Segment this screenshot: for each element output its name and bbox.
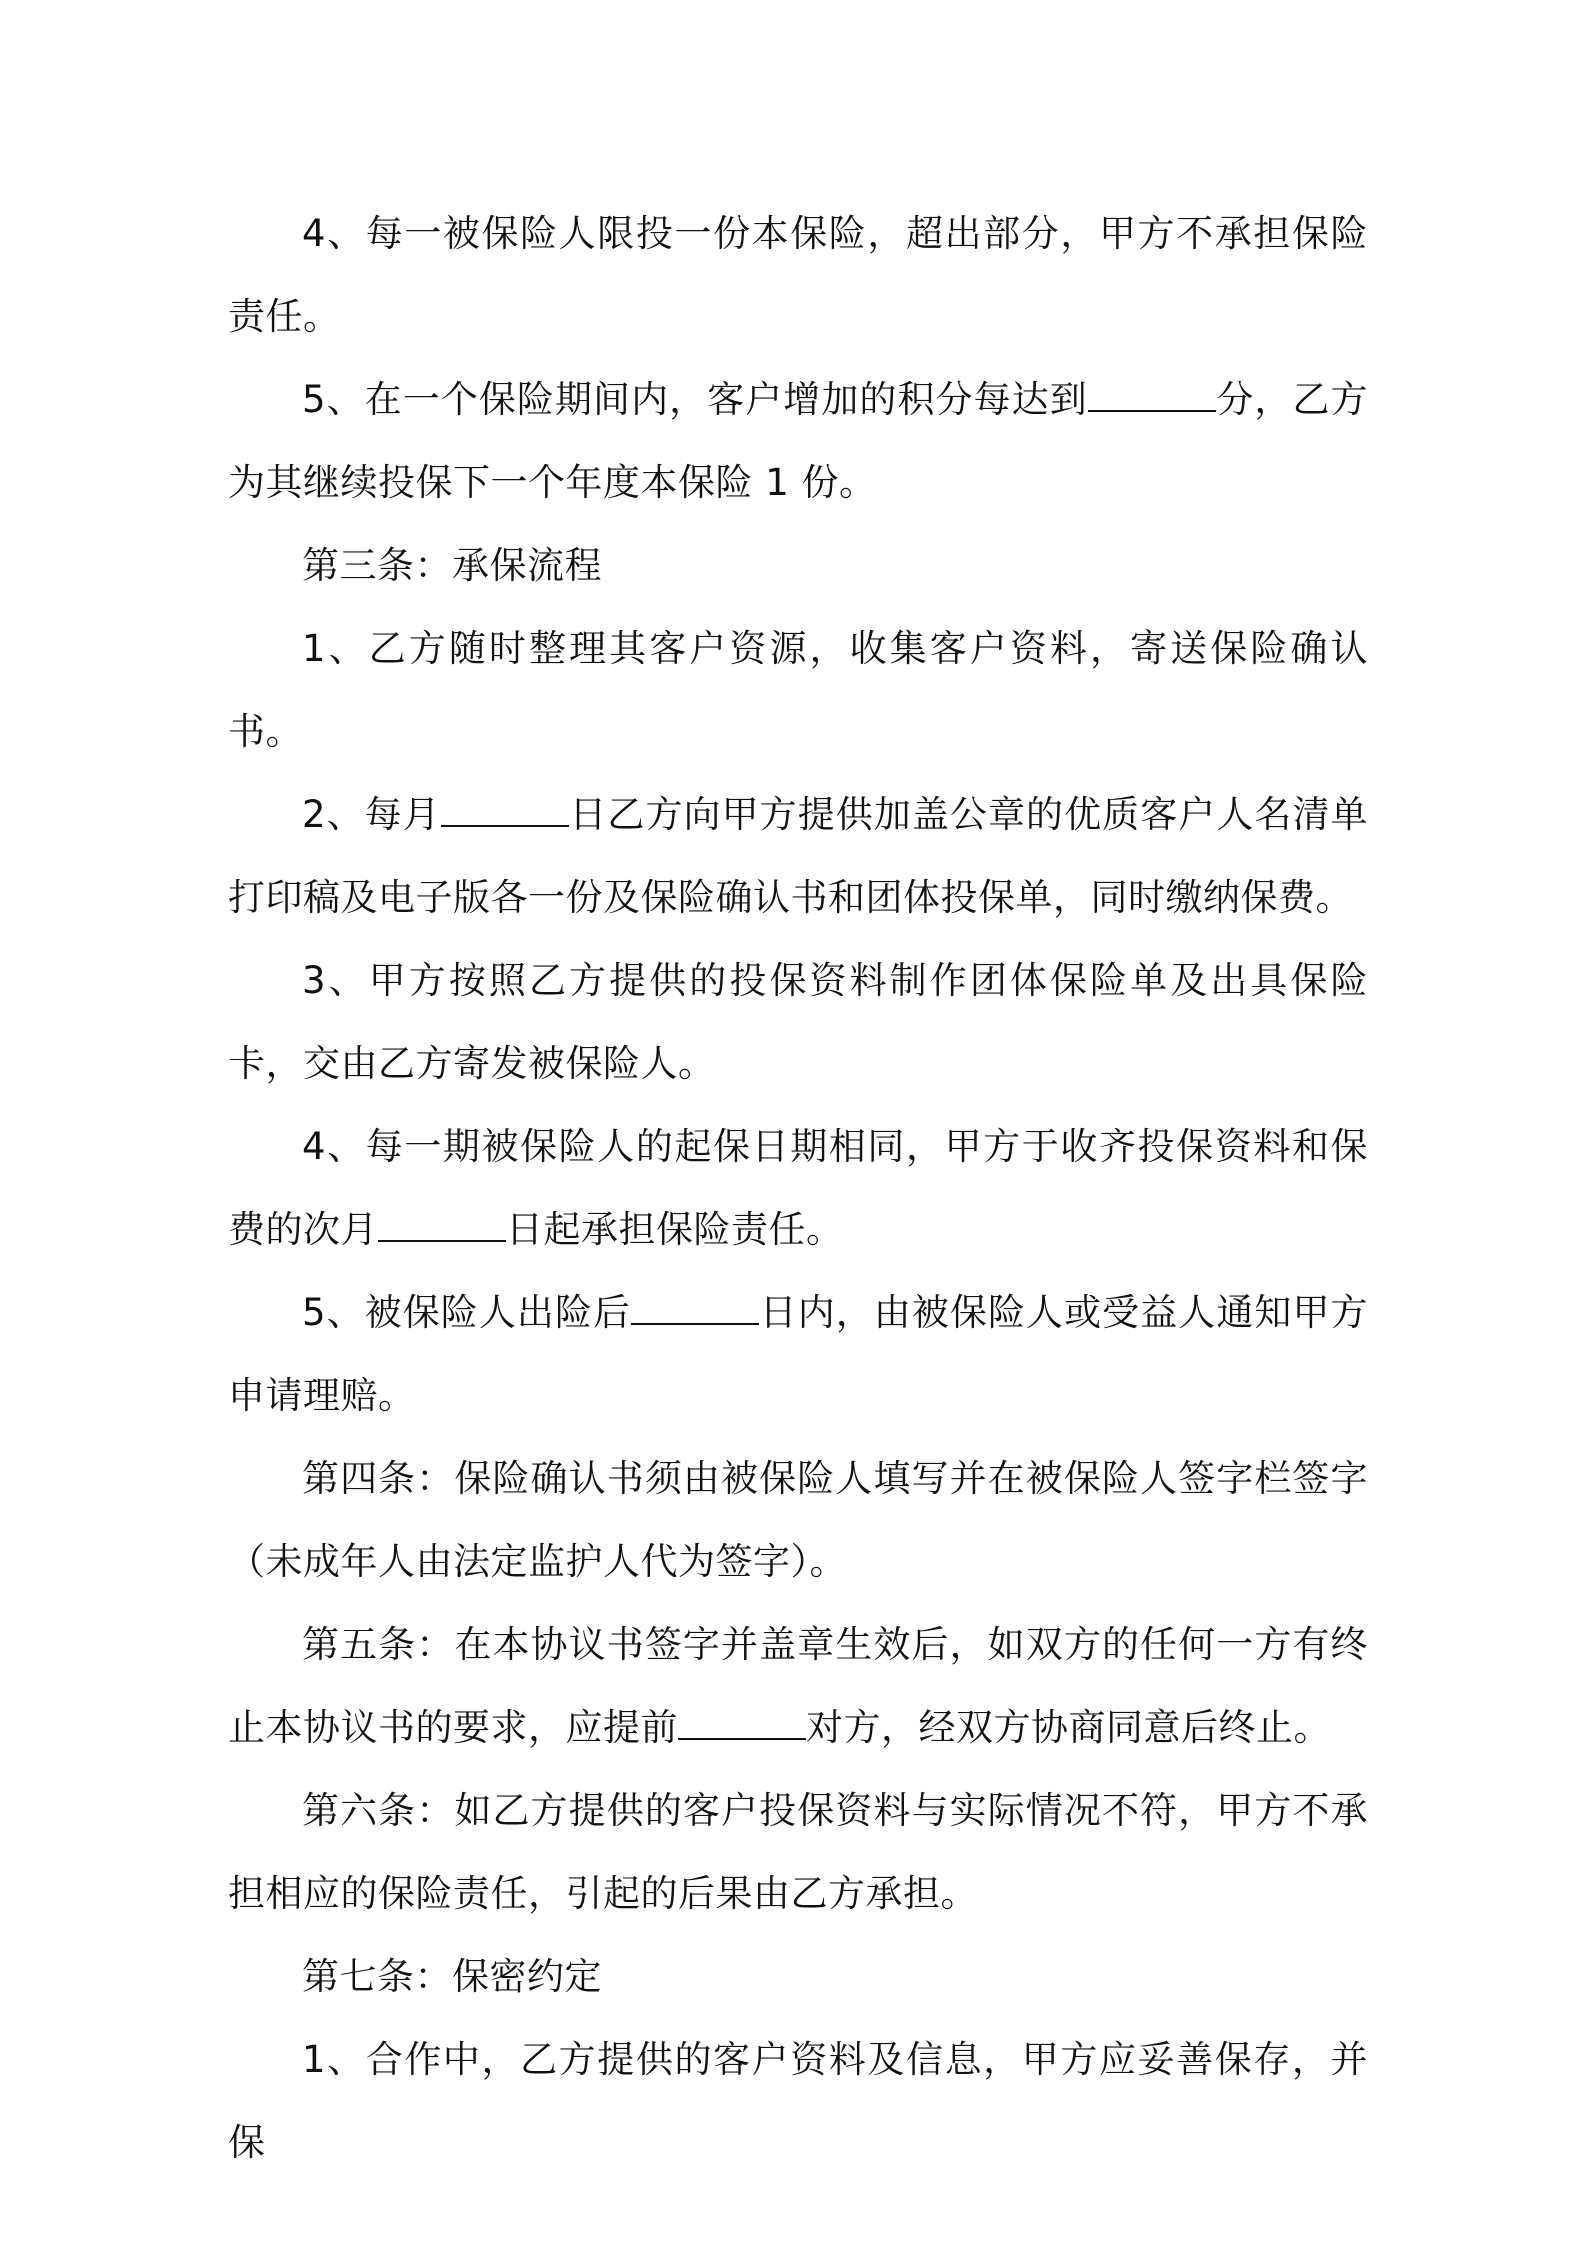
- paragraph-text: 4、每一期被保险人的起保日期相同，甲方于收齐投保资料和保费的次月: [228, 1125, 1368, 1251]
- paragraph-text: 第四条：保险确认书须由被保险人填写并在被保险人签字栏签字（未成年人由法定监护人代为签字）。: [228, 1457, 1368, 1583]
- fill-in-blank[interactable]: [631, 1293, 759, 1325]
- paragraph-text: 第五条：在本协议书签字并盖章生效后，如双方的任何一方有终止本协议书的要求，应提前: [228, 1623, 1368, 1749]
- paragraph-text-continued: 对方，经双方协商同意后终止。: [806, 1706, 1331, 1749]
- paragraph-text: 4、每一被保险人限投一份本保险，超出部分，甲方不承担保险责任。: [228, 212, 1368, 338]
- paragraph-text: 5、被保险人出险后: [302, 1291, 632, 1334]
- fill-in-blank[interactable]: [1088, 380, 1216, 412]
- paragraph-text: 1、合作中，乙方提供的客户资料及信息，甲方应妥善保存，并保: [228, 2038, 1368, 2164]
- paragraph-clause-5: [228, 1603, 1368, 1769]
- paragraph-clause-2-item-4: [228, 192, 1368, 358]
- paragraph-clause-6: [228, 1769, 1368, 1935]
- heading-text: 第三条：承保流程: [302, 544, 602, 587]
- paragraph-text: 第六条：如乙方提供的客户投保资料与实际情况不符，甲方不承担相应的保险责任，引起的后果由乙方承担。: [228, 1789, 1368, 1915]
- paragraph-text-continued: 日内，由被保险人或受益人通知甲方申请理赔。: [228, 1291, 1369, 1417]
- paragraph-text-continued: 分，乙方为其继续投保下一个年度本保险 1 份。: [228, 378, 1368, 504]
- fill-in-blank[interactable]: [441, 795, 569, 827]
- paragraph-clause-2-item-5: [228, 358, 1368, 524]
- fill-in-blank[interactable]: [378, 1210, 506, 1242]
- paragraph-text: 5、在一个保险期间内，客户增加的积分每达到: [302, 378, 1088, 421]
- paragraph-clause-3-item-2: [228, 773, 1368, 939]
- paragraph-clause-7-item-1: [228, 2018, 1368, 2184]
- paragraph-text: 2、每月: [302, 793, 441, 836]
- paragraph-text: 1、乙方随时整理其客户资源，收集客户资料，寄送保险确认书。: [228, 627, 1368, 753]
- heading-clause-7: [228, 1935, 1368, 2018]
- paragraph-text-continued: 日乙方向甲方提供加盖公章的优质客户人名清单打印稿及电子版各一份及保险确认书和团体投保单，同时缴纳保费。: [228, 793, 1369, 919]
- paragraph-clause-4: [228, 1437, 1368, 1603]
- paragraph-text-continued: 日起承担保险责任。: [506, 1208, 844, 1251]
- document-body: [228, 192, 1368, 2184]
- paragraph-clause-3-item-4: [228, 1105, 1368, 1271]
- heading-text: 第七条：保密约定: [302, 1955, 602, 1998]
- paragraph-text: 3、甲方按照乙方提供的投保资料制作团体保险单及出具保险卡，交由乙方寄发被保险人。: [228, 959, 1368, 1085]
- heading-clause-3: [228, 524, 1368, 607]
- paragraph-clause-3-item-5: [228, 1271, 1368, 1437]
- fill-in-blank[interactable]: [678, 1708, 806, 1740]
- paragraph-clause-3-item-1: [228, 607, 1368, 773]
- paragraph-clause-3-item-3: [228, 939, 1368, 1105]
